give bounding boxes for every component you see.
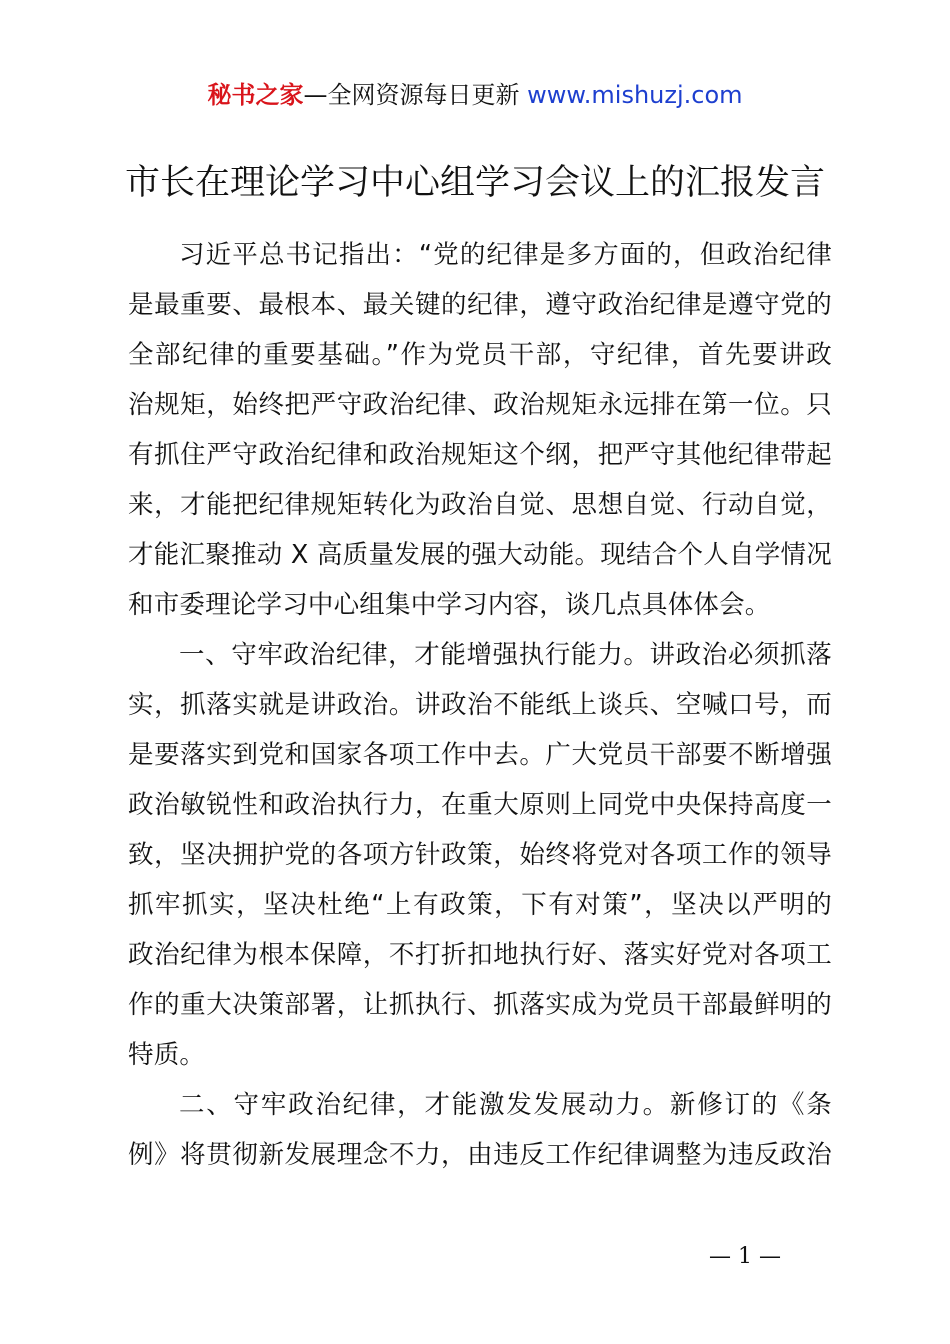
site-slogan: —全网资源每日更新: [303, 81, 528, 109]
document-title: 市长在理论学习中心组学习会议上的汇报发言: [124, 163, 825, 203]
paragraph-line: 一、守牢政治纪律，才能增强执行能力。讲政治必须抓落: [179, 640, 832, 670]
paragraph-line: 致，坚决拥护党的各项方针政策，始终将党对各项工作的领导: [128, 840, 832, 870]
paragraph-line: 抓牢抓实，坚决杜绝“上有政策，下有对策”，坚决以严明的: [128, 890, 832, 920]
page-number: — 1 —: [709, 1244, 781, 1269]
site-url[interactable]: www.mishuzj.com: [527, 81, 743, 109]
paragraph-line: 例》将贯彻新发展理念不力，由违反工作纪律调整为违反政治: [128, 1140, 832, 1170]
paragraph-line: 有抓住严守政治纪律和政治规矩这个纲，把严守其他纪律带起: [128, 440, 832, 470]
paragraph-line: 实，抓落实就是讲政治。讲政治不能纸上谈兵、空喊口号，而: [128, 690, 832, 720]
site-header: [0, 78, 950, 112]
paragraph-line: 二、守牢政治纪律，才能激发发展动力。新修订的《条: [179, 1090, 832, 1120]
paragraph-line: 特质。: [128, 1040, 206, 1070]
paragraph-intro: [128, 230, 832, 630]
paragraph-section-one: [128, 630, 832, 1080]
paragraph-line: 治规矩，始终把严守政治纪律、政治规矩永远排在第一位。只: [128, 390, 832, 420]
paragraph-line: 政治敏锐性和政治执行力，在重大原则上同党中央保持高度一: [128, 790, 832, 820]
paragraph-line: 和市委理论学习中心组集中学习内容，谈几点具体体会。: [128, 590, 771, 620]
paragraph-line: 政治纪律为根本保障，不打折扣地执行好、落实好党对各项工: [128, 940, 832, 970]
paragraph-line: 是最重要、最根本、最关键的纪律，遵守政治纪律是遵守党的: [128, 290, 832, 320]
paragraph-line: 来，才能把纪律规矩转化为政治自觉、思想自觉、行动自觉，: [128, 490, 832, 520]
paragraph-line: 全部纪律的重要基础。”作为党员干部，守纪律，首先要讲政: [128, 340, 832, 370]
paragraph-line: 习近平总书记指出：“党的纪律是多方面的，但政治纪律: [179, 240, 832, 270]
paragraph-line: 作的重大决策部署，让抓执行、抓落实成为党员干部最鲜明的: [128, 990, 832, 1020]
site-brand: 秘书之家: [207, 81, 304, 109]
document-body: [128, 230, 832, 1180]
paragraph-line: 才能汇聚推动 X 高质量发展的强大动能。现结合个人自学情况: [128, 540, 832, 570]
paragraph-line: 是要落实到党和国家各项工作中去。广大党员干部要不断增强: [128, 740, 832, 770]
paragraph-section-two: [128, 1080, 832, 1180]
